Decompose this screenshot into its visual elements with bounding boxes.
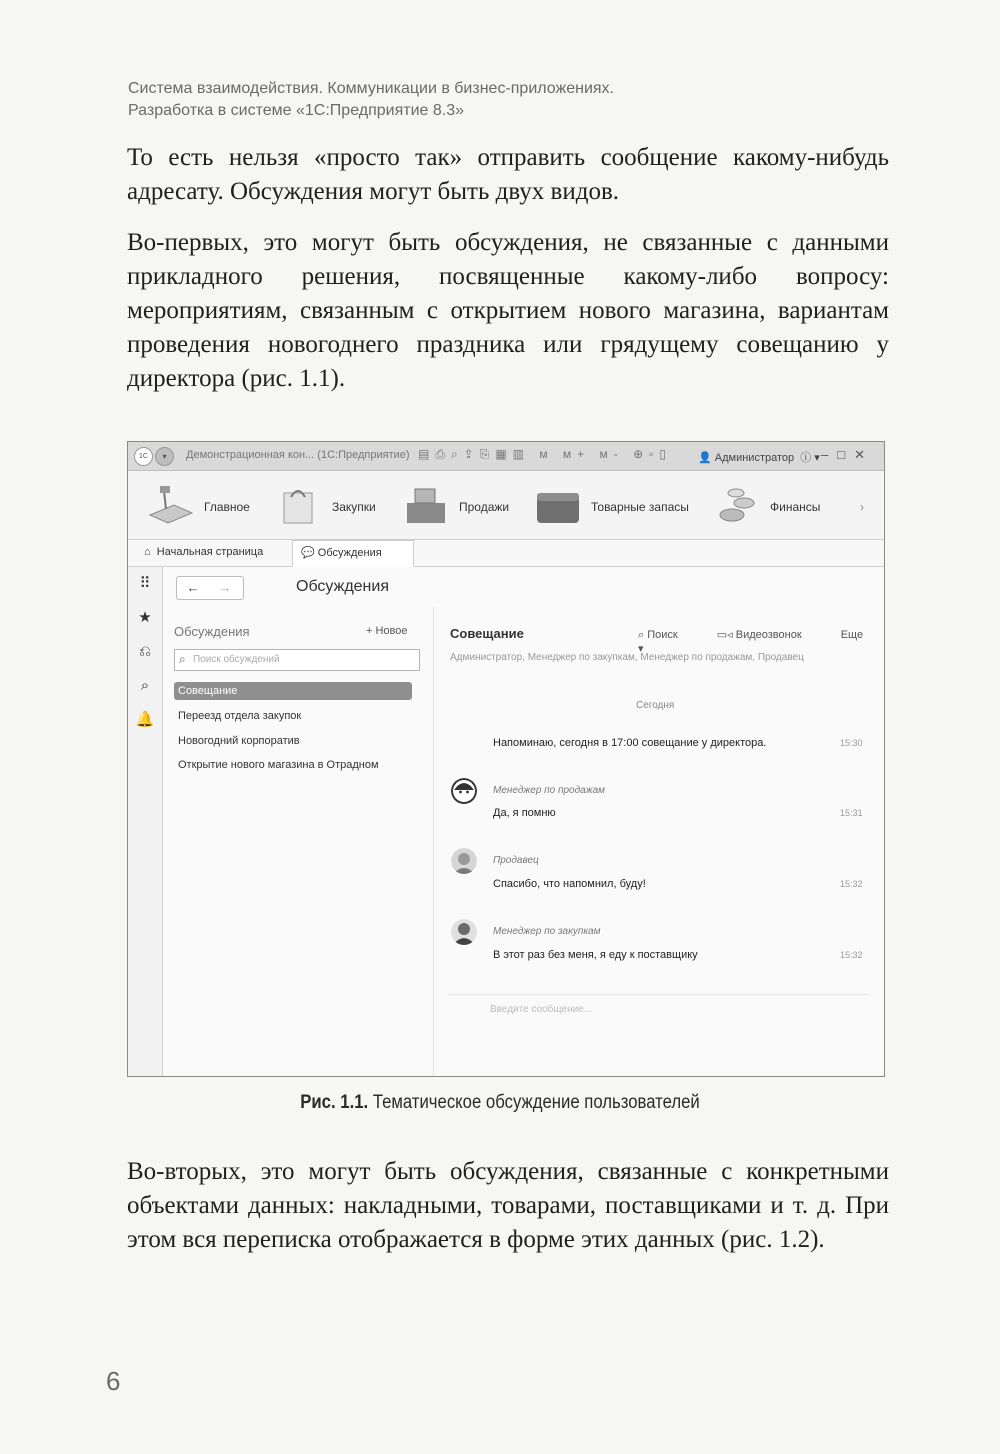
warehouse-box-icon (535, 483, 581, 525)
favorites-star-icon[interactable]: ★ (138, 609, 152, 626)
tab-discussions[interactable] (292, 540, 414, 567)
message-text: Спасибо, что напомнил, буду! (493, 878, 646, 890)
message-input[interactable]: Введите сообщение... (490, 1004, 593, 1015)
forward-arrow-icon[interactable]: → (218, 580, 232, 595)
cash-register-icon (403, 483, 449, 525)
caption-label: Рис. 1.1. (300, 1092, 369, 1113)
left-toolbar (128, 567, 163, 1076)
section-label: Главное (204, 500, 250, 514)
chat-search-button[interactable]: ⌕ Поиск (638, 629, 678, 641)
message-author: Продавец (493, 855, 539, 866)
window-titlebar (128, 442, 884, 471)
functions-menu-icon[interactable]: ⠿ (139, 575, 151, 592)
window-title: Демонстрационная кон... (1С:Предприятие) (186, 449, 410, 461)
message-time: 15:31 (840, 808, 863, 818)
main-menu-icon[interactable]: ▾ (155, 447, 174, 466)
coins-icon (716, 483, 762, 525)
search-placeholder: Поиск обсуждений (193, 654, 280, 665)
more-button[interactable]: Еще ▾ (638, 629, 864, 655)
discussion-item[interactable]: Открытие нового магазина в Отрадном (178, 759, 379, 771)
paragraph-1: То есть нельзя «просто так» отправить сообщение какому-нибудь адресату. Обсуждения могут быть двух видов. (127, 144, 889, 205)
form-title: Обсуждения (296, 578, 389, 595)
chat-members: Администратор, Менеджер по закупкам, Менеджер по продажам, Продавец (450, 652, 804, 663)
divider (448, 994, 869, 995)
section-label: Финансы (770, 500, 821, 514)
discussion-item[interactable]: Совещание (174, 682, 412, 700)
section-label: Товарные запасы (591, 500, 689, 514)
history-icon[interactable]: ⎌ (138, 643, 151, 660)
figure-caption (60, 1092, 940, 1114)
avatar (451, 778, 477, 804)
nav-buttons (176, 576, 244, 600)
current-user[interactable]: 👤 Администратор ⓘ ▾ (698, 452, 820, 464)
message-author: Менеджер по продажам (493, 785, 606, 796)
window-controls[interactable]: –□✕ (821, 447, 874, 462)
divider (433, 607, 434, 1076)
message-time: 15:32 (840, 879, 863, 889)
shopping-bag-icon (278, 483, 324, 525)
tab-label: Начальная страница (156, 546, 264, 558)
tab-home[interactable] (138, 540, 294, 565)
video-call-button[interactable]: ▭◃ Видеозвонок (716, 629, 802, 641)
section-label: Продажи (459, 500, 510, 514)
app-logo: 1С (134, 447, 153, 466)
avatar (451, 848, 477, 874)
notifications-bell-icon[interactable]: 🔔 (135, 711, 155, 728)
message-text: Да, я помню (493, 807, 556, 819)
avatar (451, 919, 477, 945)
message-text: В этот раз без меня, я еду к поставщику (493, 949, 698, 961)
message-text: Напоминаю, сегодня в 17:00 совещание у директора. (493, 737, 767, 749)
discussion-item[interactable]: Переезд отдела закупок (178, 710, 302, 722)
tab-label: Обсуждения (317, 547, 382, 559)
chevron-right-icon: › (860, 500, 864, 514)
search-icon[interactable]: ⌕ (140, 677, 150, 694)
paragraph-3: Во-вторых, это могут быть обсуждения, связанные с конкретными объектами данных: накладными, товарами, поставщиками и т. д. При этом вся переписка отображается в форме этих данных (рис. 1.2). (127, 1158, 889, 1253)
desk-lamp-icon (148, 483, 194, 525)
caption-text: Тематическое обсуждение пользователей (372, 1092, 700, 1113)
message-time: 15:30 (840, 738, 863, 748)
chat-title: Совещание (450, 626, 524, 641)
page-number: 6 (106, 1366, 121, 1396)
open-tabs (128, 540, 884, 567)
search-icon: ⌕ (179, 652, 186, 666)
discussion-list-title: Обсуждения (174, 624, 250, 639)
section-label: Закупки (332, 500, 376, 514)
back-arrow-icon[interactable]: ← (186, 580, 200, 595)
section-scroll-right[interactable] (846, 479, 876, 531)
discussion-item[interactable]: Новогодний корпоратив (178, 735, 300, 747)
paragraph-2: Во-первых, это могут быть обсуждения, не связанные с данными прикладного решения, посвященные какому-либо вопросу: мероприятиям, связанным с открытием нового магазина, вариантам проведения новогоднего праздника или грядущему совещанию у директора (рис. 1.1). (127, 229, 889, 392)
date-separator: Сегодня (636, 700, 675, 711)
new-discussion-button[interactable]: + Новое (366, 625, 408, 637)
message-time: 15:32 (840, 950, 863, 960)
home-icon: ⌂ (144, 546, 151, 558)
running-header (128, 78, 614, 122)
toolbar-icons[interactable]: ▤⎙⌕⇪⎘▦▥ ᴍ ᴍ+ ᴍ- ⊕▫▯ (418, 447, 672, 461)
section-panel (128, 471, 884, 540)
chat-toolbar (638, 628, 884, 655)
chat-icon: 💬 (301, 547, 315, 559)
discussion-search-input[interactable] (174, 649, 420, 671)
header-line-2: Разработка в системе «1С:Предприятие 8.3» (128, 102, 464, 119)
header-line-1: Система взаимодействия. Коммуникации в бизнес-приложениях. (128, 80, 614, 97)
figure-screenshot (127, 441, 885, 1077)
message-author: Менеджер по закупкам (493, 926, 601, 937)
